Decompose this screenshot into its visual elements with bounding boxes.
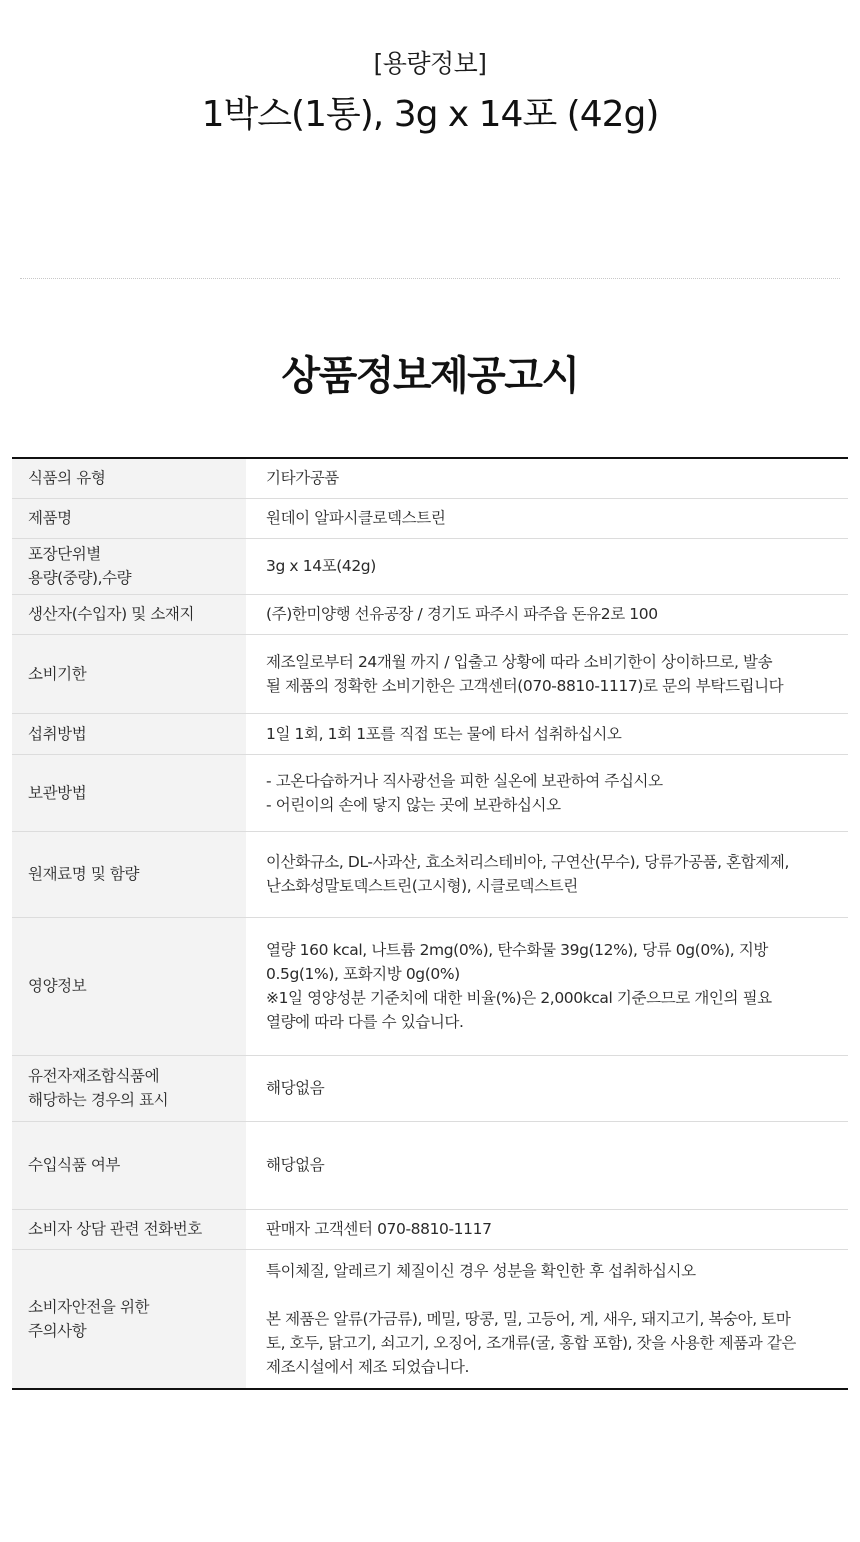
row-value-spacer	[266, 1283, 840, 1307]
row-value-line: 이산화규소, DL-사과산, 효소처리스테비아, 구연산(무수), 당류가공품, 혼합제제,	[266, 853, 789, 871]
row-value-line: 본 제품은 알류(가금류), 메밀, 땅콩, 밀, 고등어, 게, 새우, 돼지고기, 복숭아, 토마	[266, 1309, 791, 1328]
table-row	[12, 1055, 848, 1121]
capacity-label: [용량정보]	[373, 49, 487, 78]
row-label	[12, 498, 246, 538]
row-label-line: 포장단위별	[28, 545, 101, 563]
row-label	[12, 831, 246, 917]
row-label	[12, 713, 246, 754]
row-value-line: (주)한미양행 선유공장 / 경기도 파주시 파주읍 돈유2로 100	[266, 605, 658, 623]
row-label-line: 주의사항	[28, 1321, 87, 1340]
table-row	[12, 831, 848, 917]
row-value-line: - 고온다습하거나 직사광선을 피한 실온에 보관하여 주십시오	[266, 771, 663, 790]
row-value	[246, 831, 848, 917]
row-label	[12, 1209, 246, 1249]
row-value	[246, 458, 848, 498]
row-value	[246, 594, 848, 634]
table-row	[12, 594, 848, 634]
row-value	[246, 538, 848, 594]
row-value	[246, 634, 848, 713]
table-row	[12, 713, 848, 754]
row-value	[246, 1249, 848, 1389]
table-row	[12, 498, 848, 538]
row-label-line: 제품명	[28, 509, 72, 527]
row-label-line: 원재료명 및 함량	[28, 865, 140, 883]
row-label	[12, 1055, 246, 1121]
row-value-line: 3g x 14포(42g)	[266, 557, 376, 575]
row-label	[12, 458, 246, 498]
row-label-line: 수입식품 여부	[28, 1156, 120, 1174]
row-value	[246, 917, 848, 1055]
row-value	[246, 1055, 848, 1121]
row-value-line: 제조일로부터 24개월 까지 / 입출고 상황에 따라 소비기한이 상이하므로, 발송	[266, 652, 773, 671]
row-value-line: 해당없음	[266, 1156, 325, 1174]
row-value-line: 열량 160 kcal, 나트륨 2mg(0%), 탄수화물 39g(12%), 당류 0g(0%), 지방	[266, 941, 768, 959]
row-value	[246, 1209, 848, 1249]
row-label	[12, 1121, 246, 1209]
capacity-value: 1박스(1통), 3g x 14포 (42g)	[201, 94, 659, 135]
row-value-line: 0.5g(1%), 포화지방 0g(0%)	[266, 965, 460, 983]
table-row	[12, 634, 848, 713]
row-label-line: 식품의 유형	[28, 469, 106, 488]
row-label	[12, 754, 246, 831]
row-value-line: 난소화성말토덱스트린(고시형), 시클로덱스트린	[266, 877, 578, 895]
section-divider	[20, 278, 840, 279]
row-value-line: ※1일 영양성분 기준치에 대한 비율(%)은 2,000kcal 기준으므로 개인의 필요	[266, 989, 772, 1007]
row-label-line: 소비자 상담 관련 전화번호	[28, 1220, 202, 1238]
table-row	[12, 917, 848, 1055]
row-value	[246, 498, 848, 538]
row-label	[12, 634, 246, 713]
row-value-line: 판매자 고객센터 070-8810-1117	[266, 1220, 492, 1238]
row-label-line: 해당하는 경우의 표시	[28, 1091, 169, 1109]
table-row	[12, 458, 848, 498]
table-row	[12, 1249, 848, 1389]
row-value-line: 열량에 따라 다를 수 있습니다.	[266, 1013, 464, 1031]
row-label-line: 소비자안전을 위한	[28, 1297, 150, 1316]
row-value-line: 기타가공품	[266, 469, 339, 488]
row-value-line: 해당없음	[266, 1079, 325, 1097]
row-label	[12, 1249, 246, 1389]
row-label-line: 섭취방법	[28, 724, 87, 743]
table-row	[12, 1209, 848, 1249]
row-label-line: 유전자재조합식품에	[28, 1067, 160, 1085]
capacity-info	[0, 44, 860, 140]
notice-title: 상품정보제공고시	[281, 353, 579, 399]
row-label	[12, 917, 246, 1055]
row-label-line: 생산자(수입자) 및 소재지	[28, 605, 195, 623]
row-label-line: 보관방법	[28, 783, 87, 802]
row-label-line: 용량(중량),수량	[28, 569, 132, 587]
row-value	[246, 754, 848, 831]
row-value-line: - 어린이의 손에 닿지 않는 곳에 보관하십시오	[266, 795, 561, 814]
row-value-line: 특이체질, 알레르기 체질이신 경우 성분을 확인한 후 섭취하십시오	[266, 1261, 696, 1280]
row-value-line: 원데이 알파시클로덱스트린	[266, 509, 446, 527]
table-row	[12, 754, 848, 831]
row-label-line: 영양정보	[28, 977, 87, 995]
row-label-line: 소비기한	[28, 664, 87, 683]
table-row	[12, 538, 848, 594]
row-value-line: 제조시설에서 제조 되었습니다.	[266, 1357, 470, 1376]
row-label	[12, 594, 246, 634]
row-value-line: 될 제품의 정확한 소비기한은 고객센터(070-8810-1117)로 문의 부탁드립니다	[266, 676, 784, 695]
row-label	[12, 538, 246, 594]
table-row	[12, 1121, 848, 1209]
row-value-line: 토, 호두, 닭고기, 쇠고기, 오징어, 조개류(굴, 홍합 포함), 잣을 사용한 제품과 같은	[266, 1333, 796, 1352]
row-value	[246, 713, 848, 754]
product-info-table	[12, 457, 848, 1390]
row-value-line: 1일 1회, 1회 1포를 직접 또는 물에 타서 섭취하십시오	[266, 724, 622, 743]
row-value	[246, 1121, 848, 1209]
